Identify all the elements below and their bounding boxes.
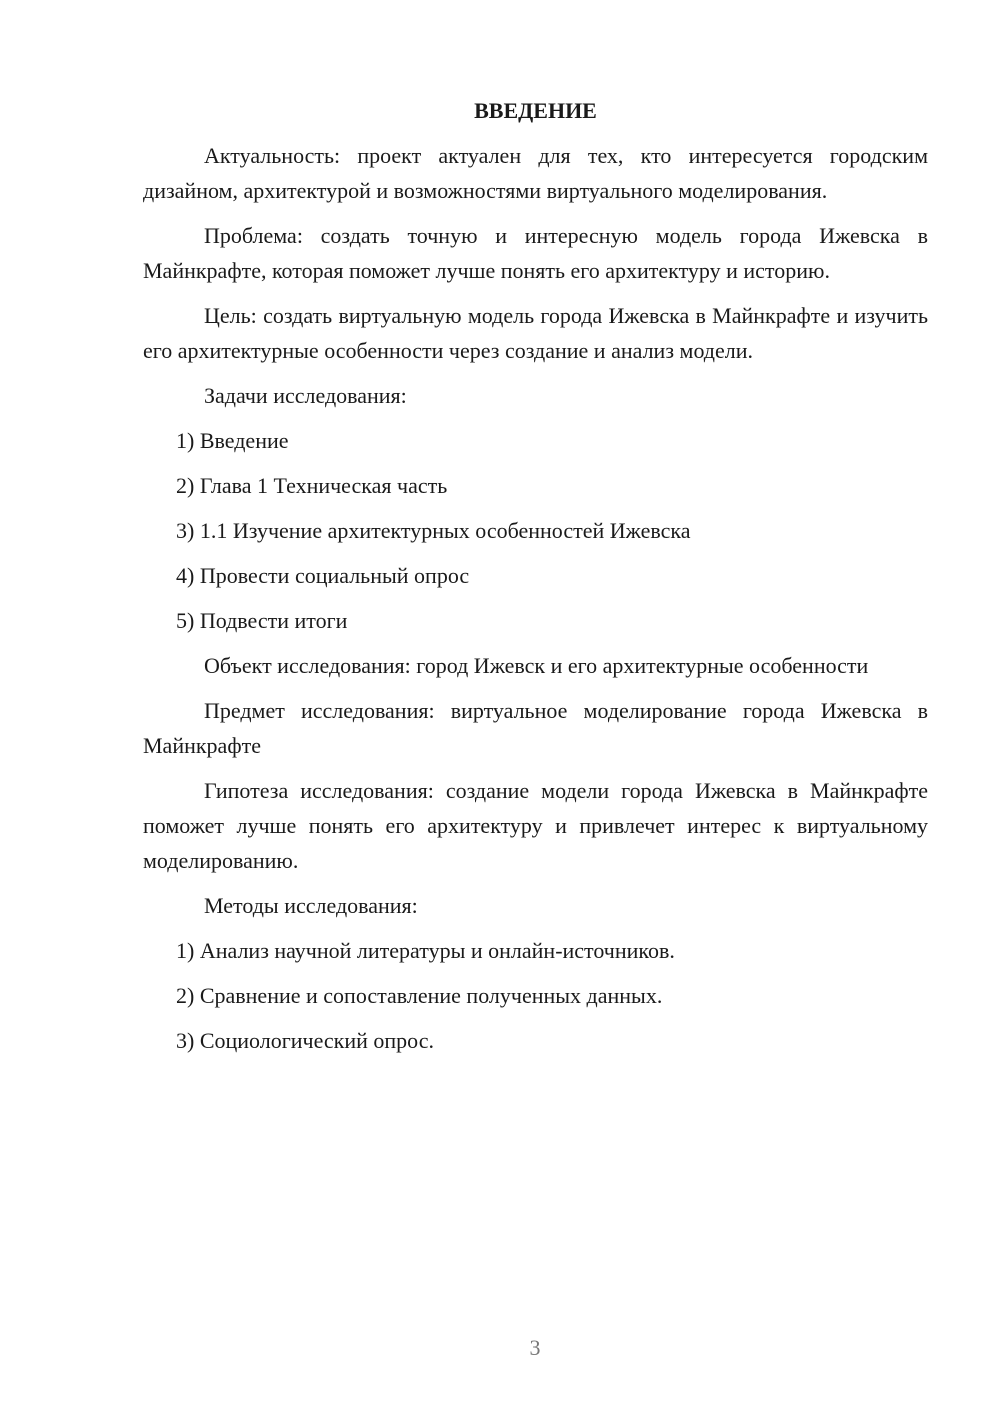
method-item: 2) Сравнение и сопоставление полученных данных. bbox=[176, 983, 663, 1008]
relevance-paragraph: Актуальность: проект актуален для тех, кто интересуется городским дизайном, архитектурой и возможностями виртуального моделирования. bbox=[143, 143, 928, 203]
page-number: 3 bbox=[529, 1335, 541, 1360]
task-item: 3) 1.1 Изучение архитектурных особенностей Ижевска bbox=[176, 518, 691, 543]
goal-paragraph: Цель: создать виртуальную модель города Ижевска в Майнкрафте и изучить его архитектурные особенности через создание и анализ модели. bbox=[143, 303, 928, 363]
object-paragraph: Объект исследования: город Ижевск и его архитектурные особенности bbox=[204, 653, 869, 678]
method-item: 1) Анализ научной литературы и онлайн-источников. bbox=[176, 938, 675, 963]
task-item: 2) Глава 1 Техническая часть bbox=[176, 473, 448, 498]
task-item: 4) Провести социальный опрос bbox=[176, 563, 470, 588]
subject-paragraph: Предмет исследования: виртуальное моделирование города Ижевска в Майнкрафте bbox=[143, 698, 928, 758]
hypothesis-paragraph: Гипотеза исследования: создание модели города Ижевска в Майнкрафте поможет лучше понять его архитектуру и привлечет интерес к виртуальному моделированию. bbox=[143, 778, 928, 873]
task-item: 5) Подвести итоги bbox=[176, 608, 348, 633]
method-item: 3) Социологический опрос. bbox=[176, 1028, 434, 1053]
task-item: 1) Введение bbox=[176, 428, 289, 453]
problem-paragraph: Проблема: создать точную и интересную модель города Ижевска в Майнкрафте, которая поможет лучше понять его архитектуру и историю. bbox=[143, 223, 928, 283]
page-content bbox=[143, 93, 928, 1068]
section-heading: ВВЕДЕНИЕ bbox=[474, 98, 597, 123]
tasks-heading: Задачи исследования: bbox=[204, 383, 407, 408]
methods-heading: Методы исследования: bbox=[204, 893, 418, 918]
